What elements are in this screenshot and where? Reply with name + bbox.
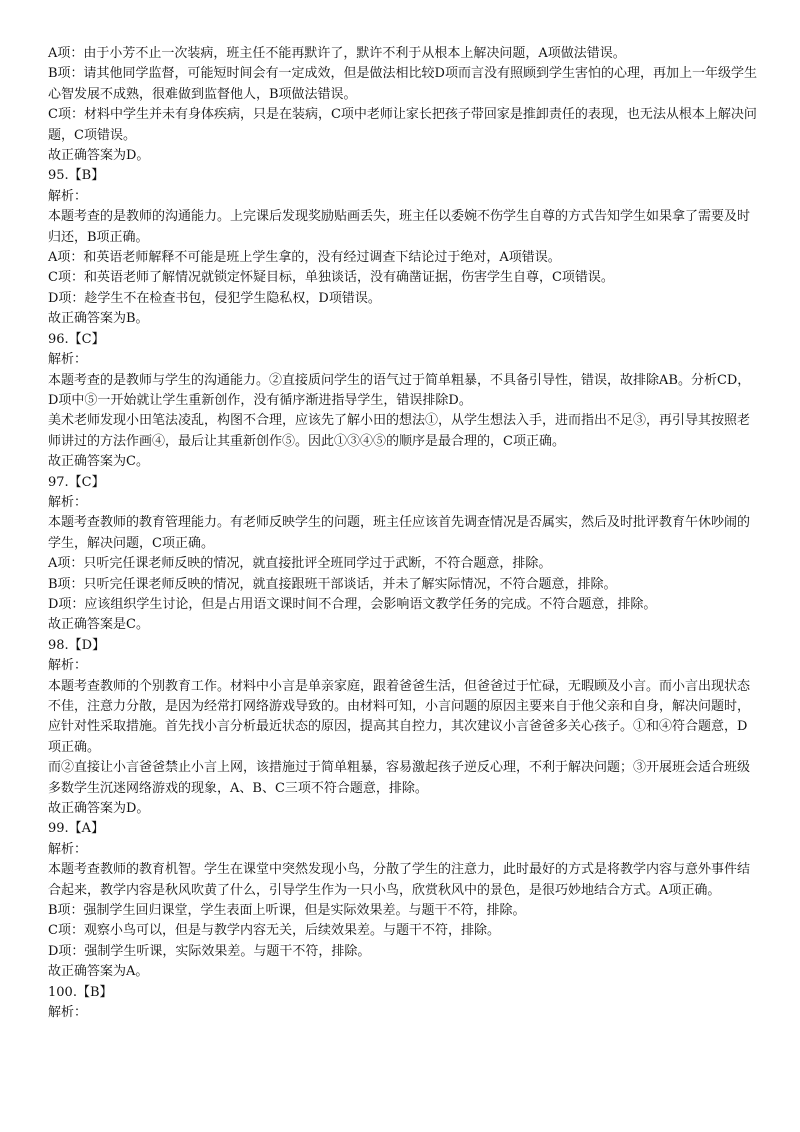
analysis-label: 解析： (48, 352, 88, 368)
question-number-97: 97.【C】 (48, 474, 105, 490)
answer-conclusion: 故正确答案是C。 (48, 617, 149, 633)
analysis-paragraph: 本题考查的是教师与学生的沟通能力。②直接质问学生的语气过于简单粗暴，不具备引导性，错误，故排除AB。分析CD，D项中⑤一开始就让学生重新创作，没有循序渐进指导学生，错误排除D。 (48, 372, 751, 408)
document-page (48, 44, 760, 1024)
answer-conclusion: 故正确答案为A。 (48, 964, 149, 980)
option-analysis-c: C项：材料中学生并未有身体疾病，只是在装病，C项中老师让家长把孩子带回家是推卸责任的表现，也无法从根本上解决问题，C项错误。 (48, 107, 757, 143)
option-analysis-a: A项：由于小芳不止一次装病，班主任不能再默许了，默许不利于从根本上解决问题，A项做法错误。 (48, 46, 626, 61)
analysis-paragraph: 本题考查教师的个别教育工作。材料中小言是单亲家庭，跟着爸爸生活，但爸爸过于忙碌，无暇顾及小言。而小言出现状态不佳，注意力分散，是因为经常打网络游戏导致的。由材料可知，小言问题的原因主要来自于他父亲和自身，解决问题时，应针对性采取措施。首先找小言分析最近状态的原因，提高其自控力，其次建议小言爸爸多关心孩子。①和④符合题意，D项正确。 (48, 678, 751, 755)
analysis-label: 解析： (48, 658, 88, 674)
option-analysis-b: B项：请其他同学监督，可能短时间会有一定成效，但是做法相比较D项而言没有照顾到学生害怕的心理，再加上一年级学生心智发展不成熟，很难做到监督他人，B项做法错误。 (48, 66, 757, 102)
answer-conclusion: 故正确答案为D。 (48, 148, 150, 164)
option-analysis-c: C项：和英语老师了解情况就锁定怀疑目标，单独谈话，没有确凿证据，伤害学生自尊，C项错误。 (48, 270, 614, 286)
analysis-label: 解析： (48, 188, 88, 204)
analysis-paragraph: 本题考查的是教师的沟通能力。上完课后发现奖励贴画丢失，班主任以委婉不伤学生自尊的方式告知学生如果拿了需要及时归还，B项正确。 (48, 209, 751, 245)
option-analysis-d: D项：强制学生听课，实际效果差。与题干不符，排除。 (48, 943, 371, 959)
answer-conclusion: 故正确答案为C。 (48, 454, 149, 470)
question-number-100: 100.【B】 (48, 984, 113, 1000)
analysis-paragraph: 本题考查教师的教育管理能力。有老师反映学生的问题，班主任应该首先调查情况是否属实，然后及时批评教育午休吵闹的学生，解决问题，C项正确。 (48, 515, 751, 551)
analysis-paragraph: 本题考查教师的教育机智。学生在课堂中突然发现小鸟，分散了学生的注意力，此时最好的方式是将教学内容与意外事件结合起来，教学内容是秋风吹黄了什么，引导学生作为一只小鸟，欣赏秋风中的景色，是很巧妙地结合方式。A项正确。 (48, 862, 751, 898)
analysis-paragraph: 而②直接让小言爸爸禁止小言上网，该措施过于简单粗暴，容易激起孩子逆反心理，不利于解决问题；③开展班会适合班级多数学生沉迷网络游戏的现象，A、B、C三项不符合题意，排除。 (48, 760, 751, 796)
option-analysis-d: D项：趁学生不在检查书包，侵犯学生隐私权，D项错误。 (48, 290, 381, 306)
option-analysis-c: C项：观察小鸟可以，但是与教学内容无关，后续效果差。与题干不符，排除。 (48, 923, 500, 939)
answer-conclusion: 故正确答案为D。 (48, 801, 150, 817)
option-analysis-b: B项：只听完任课老师反映的情况，就直接跟班干部谈话，并未了解实际情况，不符合题意，排除。 (48, 576, 617, 592)
question-number-99: 99.【A】 (48, 821, 105, 837)
analysis-paragraph: 美术老师发现小田笔法凌乱，构图不合理，应该先了解小田的想法①，从学生想法入手，进而指出不足③，再引导其按照老师讲过的方法作画④，最后让其重新创作⑤。因此①③④⑤的顺序是最合理的，C项正确。 (48, 413, 751, 449)
answer-conclusion: 故正确答案为B。 (48, 311, 149, 327)
question-number-96: 96.【C】 (48, 331, 105, 347)
option-analysis-b: B项：强制学生回归课堂，学生表面上听课，但是实际效果差。与题干不符，排除。 (48, 903, 526, 919)
option-analysis-a: A项：只听完任课老师反映的情况，就直接批评全班同学过于武断，不符合题意，排除。 (48, 556, 552, 572)
analysis-label: 解析： (48, 841, 88, 857)
option-analysis-d: D项：应该组织学生讨论，但是占用语文课时间不合理，会影响语文教学任务的完成。不符合题意，排除。 (48, 596, 657, 612)
analysis-label: 解析： (48, 494, 88, 510)
analysis-label: 解析： (48, 1005, 88, 1021)
question-number-98: 98.【D】 (48, 637, 106, 653)
question-number-95: 95.【B】 (48, 168, 105, 184)
option-analysis-a: A项：和英语老师解释不可能是班上学生拿的，没有经过调查下结论过于绝对，A项错误。 (48, 250, 561, 266)
